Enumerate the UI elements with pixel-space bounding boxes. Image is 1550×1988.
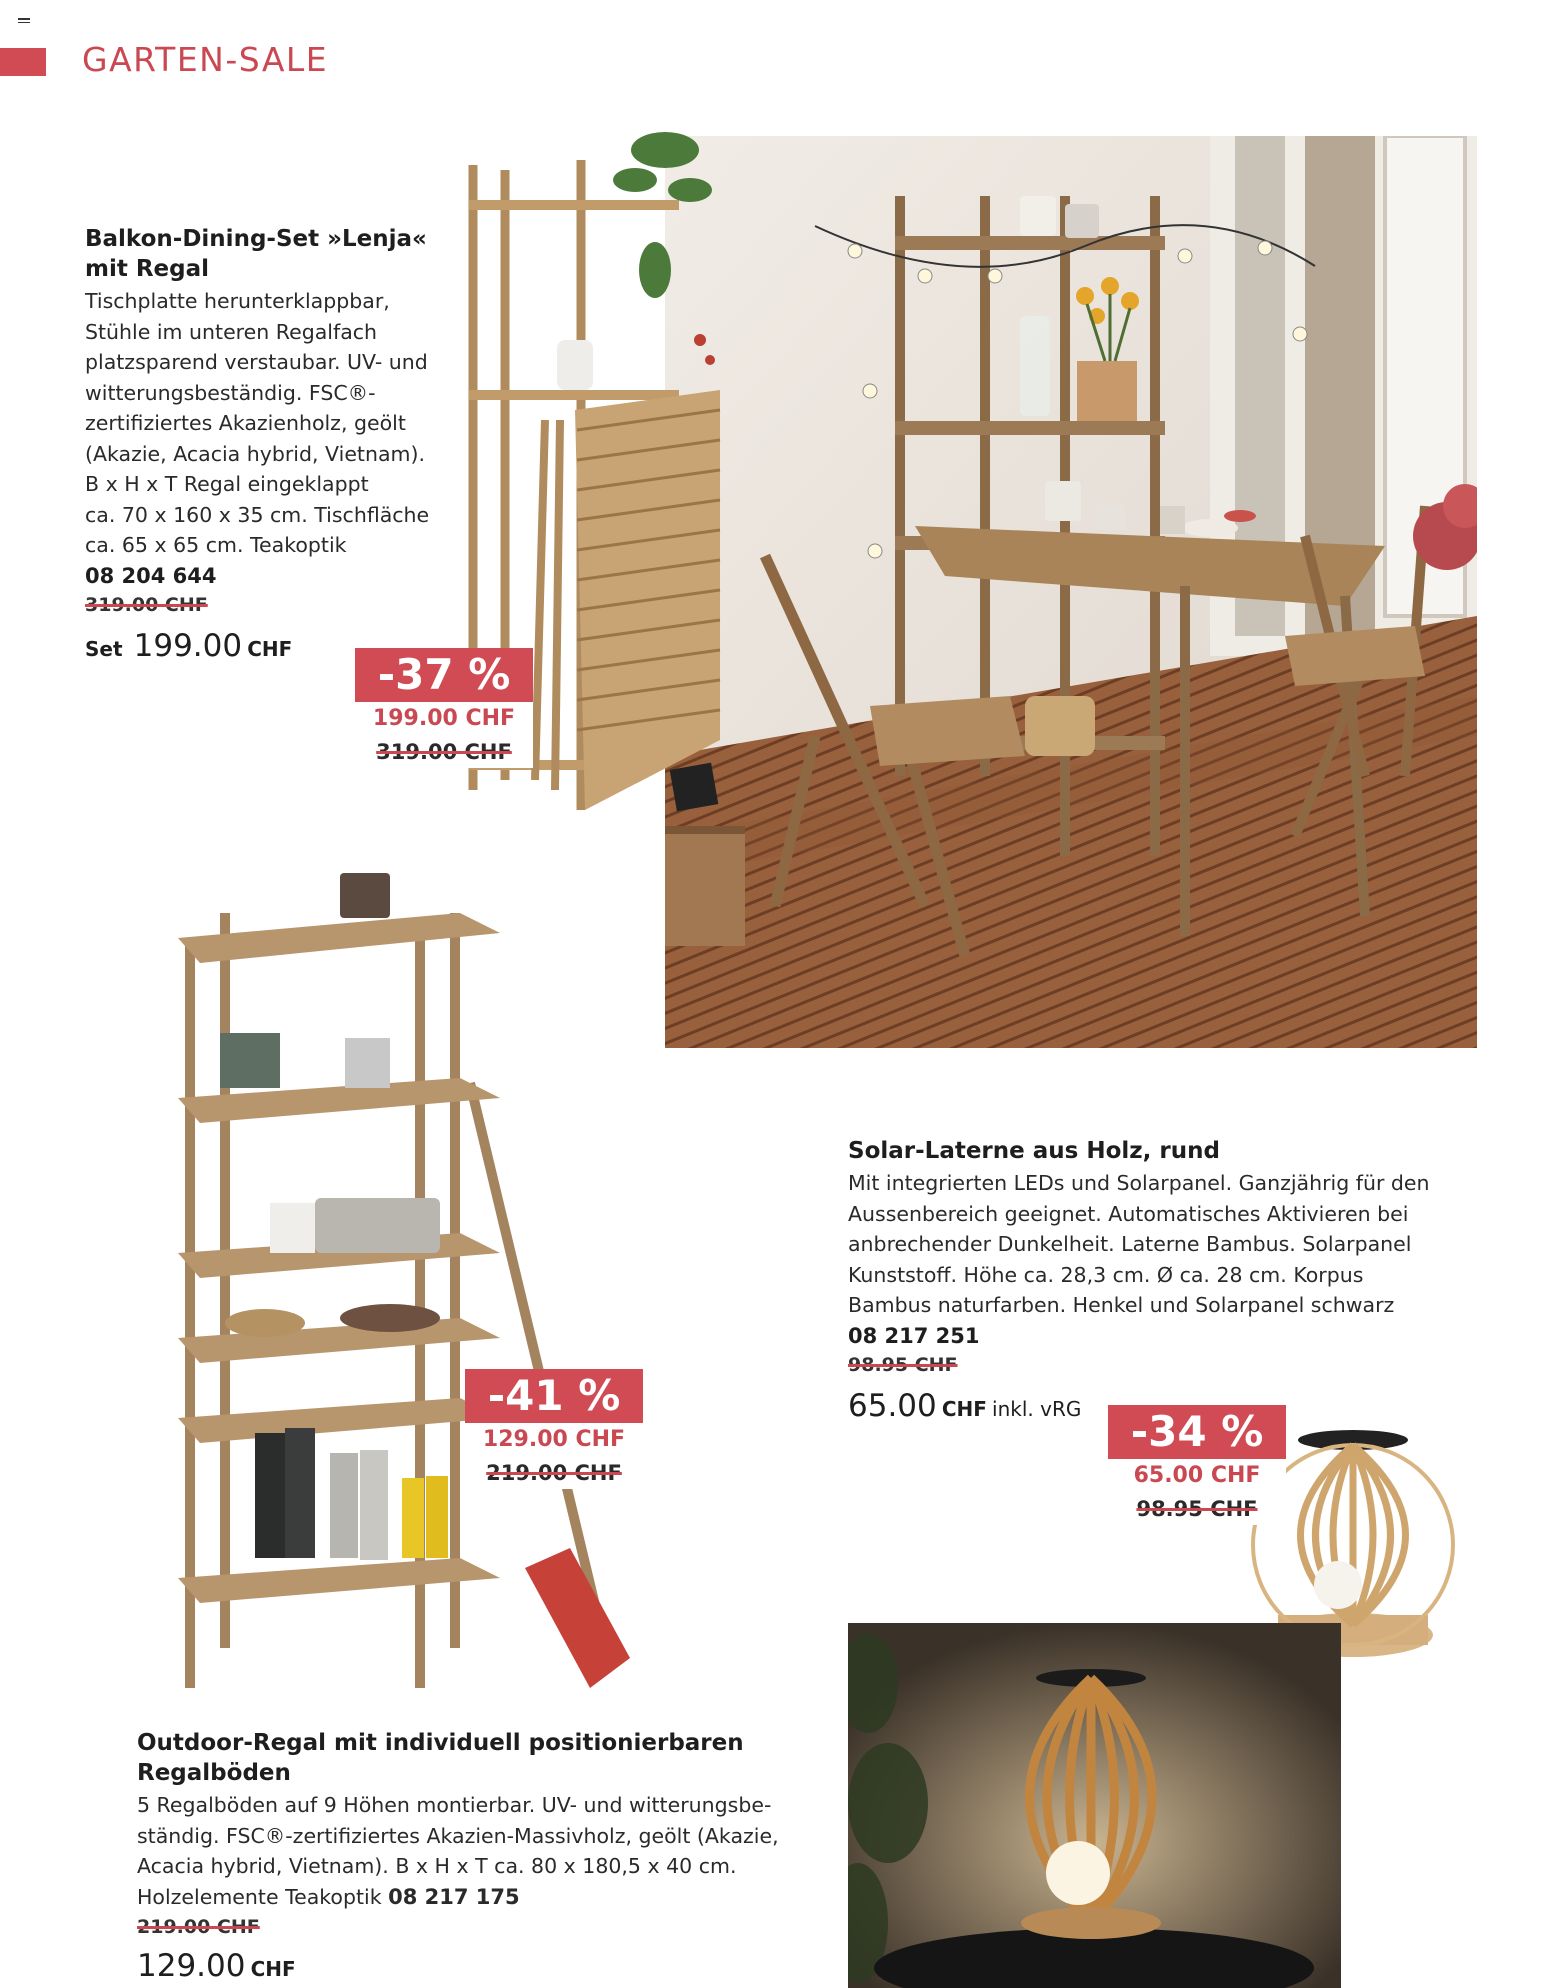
desc-line: Kunststoff. Höhe ca. 28,3 cm. Ø ca. 28 cm. Korpus xyxy=(848,1262,1364,1287)
desc-line: (Akazie, Acacia hybrid, Vietnam). xyxy=(85,441,426,466)
discount-percent: -37 % xyxy=(355,648,533,702)
outdoor-shelf-title-line2: Regalböden xyxy=(137,1760,291,1786)
dining-set-old-price: 319.00 CHF xyxy=(85,594,208,616)
price-suffix: inkl. vRG xyxy=(992,1397,1082,1421)
desc-line: witterungsbeständig. FSC®- xyxy=(85,380,376,405)
dining-set-title-line2: mit Regal xyxy=(85,256,210,282)
price-value: 199.00 xyxy=(133,628,243,664)
outdoor-shelf-title-line1: Outdoor-Regal mit individuell positionierbaren xyxy=(137,1730,744,1756)
outdoor-shelf-title xyxy=(137,1728,744,1788)
page-title: GARTEN-SALE xyxy=(82,40,329,79)
price-currency: CHF xyxy=(941,1397,987,1421)
solar-lantern-price xyxy=(848,1388,1081,1424)
desc-line: ca. 65 x 65 cm. Teakoptik xyxy=(85,533,347,557)
desc-line: Stühle im unteren Regalfach xyxy=(85,319,378,344)
dining-set-title-line1: Balkon-Dining-Set »Lenja« xyxy=(85,226,427,252)
desc-line: Tischplatte herunterklappbar, xyxy=(85,289,390,313)
badge-old-price: 319.00 CHF xyxy=(376,740,512,764)
badge-old-price: 98.95 CHF xyxy=(1136,1497,1258,1521)
badge-new-price: 199.00 CHF xyxy=(372,706,516,731)
dining-set-title xyxy=(85,224,427,284)
desc-line: Mit integrierten LEDs und Solarpanel. Ganzjährig für den xyxy=(848,1171,1430,1195)
solar-lantern-discount-badge xyxy=(1108,1405,1286,1525)
outdoor-shelf-discount-badge xyxy=(465,1369,643,1489)
solar-lantern-title: Solar-Laterne aus Holz, rund xyxy=(848,1138,1220,1164)
dining-set-scene-photo xyxy=(665,136,1477,1048)
desc-line: 5 Regalböden auf 9 Höhen montierbar. UV- und witterungsbe- xyxy=(137,1793,772,1817)
outdoor-shelf-description xyxy=(137,1790,779,1912)
price-value: 65.00 xyxy=(848,1388,937,1424)
price-currency: CHF xyxy=(250,1957,296,1981)
desc-line: Aussenbereich geeignet. Automatisches Aktivieren bei xyxy=(848,1201,1409,1226)
desc-line: B x H x T Regal eingeklappt xyxy=(85,472,369,496)
desc-line: anbrechender Dunkelheit. Laterne Bambus. Solarpanel xyxy=(848,1232,1412,1256)
discount-percent: -41 % xyxy=(465,1369,643,1423)
price-currency: CHF xyxy=(247,637,293,661)
solar-lantern-old-price: 98.95 CHF xyxy=(848,1354,958,1376)
outdoor-shelf-article-number: 08 217 175 xyxy=(388,1884,520,1909)
header-accent-bar xyxy=(0,48,46,76)
desc-line: ca. 70 x 160 x 35 cm. Tischfläche xyxy=(85,502,430,527)
dining-set-discount-badge xyxy=(355,648,533,768)
desc-line: zertifiziertes Akazienholz, geölt xyxy=(85,411,406,435)
solar-lantern-description xyxy=(848,1168,1430,1321)
dining-set-description xyxy=(85,286,429,561)
badge-old-price: 219.00 CHF xyxy=(486,1461,622,1485)
desc-line: platzsparend verstaubar. UV- und xyxy=(85,350,428,374)
discount-percent: -34 % xyxy=(1108,1405,1286,1459)
desc-line: Acacia hybrid, Vietnam). B x H x T ca. 80 x 180,5 x 40 cm. xyxy=(137,1854,737,1878)
desc-last-text: Holzelemente Teakoptik xyxy=(137,1884,382,1909)
outdoor-shelf-price xyxy=(137,1948,296,1984)
solar-lantern-scene-photo xyxy=(848,1623,1341,1988)
badge-new-price: 65.00 CHF xyxy=(1133,1463,1261,1488)
badge-new-price: 129.00 CHF xyxy=(482,1427,626,1452)
dining-set-article-number: 08 204 644 xyxy=(85,564,217,588)
solar-lantern-article-number: 08 217 251 xyxy=(848,1324,980,1348)
desc-line: Bambus naturfarben. Henkel und Solarpanel schwarz xyxy=(848,1293,1395,1317)
outdoor-shelf-photo xyxy=(170,868,640,1698)
price-prefix: Set xyxy=(85,637,123,661)
price-value: 129.00 xyxy=(137,1948,246,1984)
desc-line: ständig. FSC®-zertifiziertes Akazien-Massivholz, geölt (Akazie, xyxy=(137,1823,779,1848)
menu-icon[interactable] xyxy=(18,18,30,26)
outdoor-shelf-old-price: 219.00 CHF xyxy=(137,1916,260,1938)
desc-line xyxy=(137,1882,779,1913)
dining-set-price xyxy=(85,628,292,664)
